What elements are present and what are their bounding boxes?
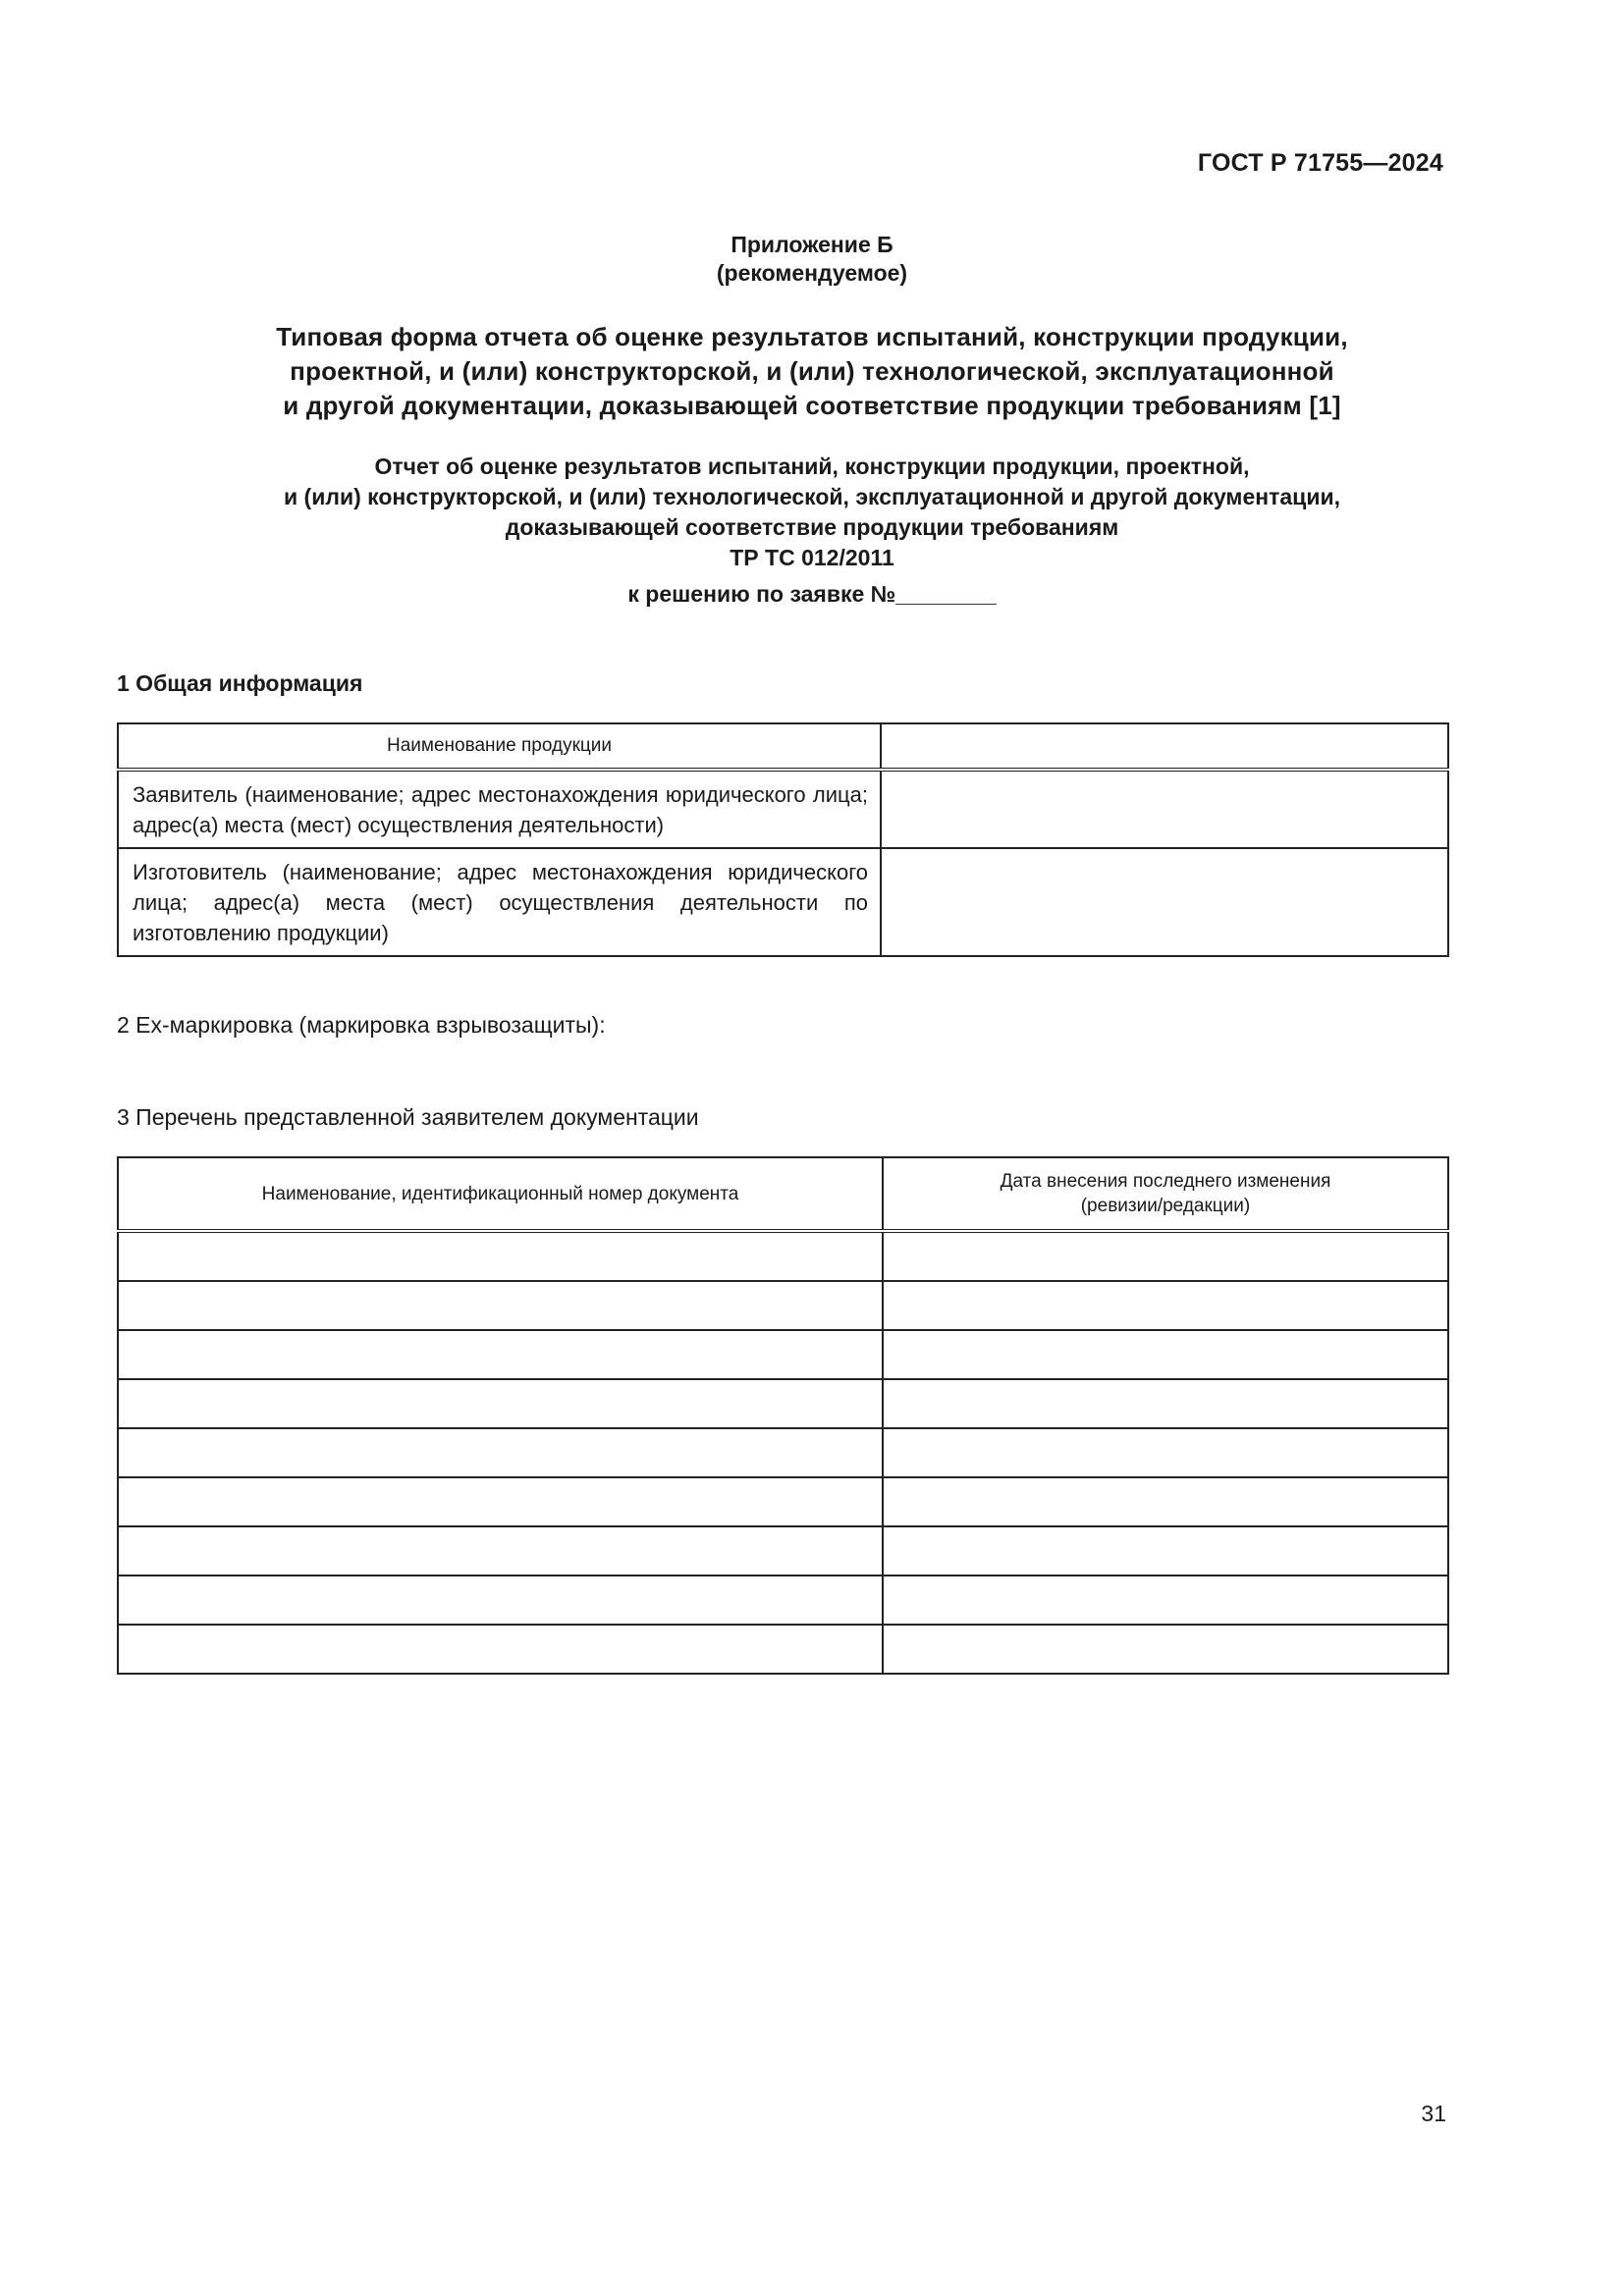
column-header-revision-date bbox=[883, 1157, 1448, 1231]
applicant-value[interactable] bbox=[881, 770, 1448, 848]
table-row bbox=[118, 1330, 1448, 1379]
annex-status: (рекомендуемое) bbox=[716, 260, 908, 286]
table-header-row bbox=[118, 1157, 1448, 1231]
product-name-label: Наименование продукции bbox=[118, 723, 881, 770]
report-title-line-4: ТР ТС 012/2011 bbox=[730, 545, 894, 570]
manufacturer-label: Изготовитель (наименование; адрес местонахождения юридического лица; адрес(а) места (мест) осуществления деятельности по изготовлению продукции) bbox=[118, 848, 881, 956]
table-row bbox=[118, 848, 1448, 956]
annex-heading bbox=[0, 231, 1624, 288]
form-title-line-2: проектной, и (или) конструкторской, и (или) технологической, эксплуатационной bbox=[290, 356, 1334, 386]
request-number-line: к решению по заявке №________ bbox=[627, 581, 997, 607]
form-title bbox=[0, 320, 1624, 423]
document-cell[interactable] bbox=[118, 1575, 883, 1625]
table-row bbox=[118, 1231, 1448, 1281]
section-3-heading: 3 Перечень представленной заявителем документации bbox=[117, 1104, 699, 1130]
revision-date-cell[interactable] bbox=[883, 1379, 1448, 1428]
revision-date-cell[interactable] bbox=[883, 1526, 1448, 1575]
table-row bbox=[118, 1281, 1448, 1330]
form-title-line-3: и другой документации, доказывающей соответствие продукции требованиям [1] bbox=[283, 391, 1341, 420]
document-cell[interactable] bbox=[118, 1625, 883, 1674]
revision-date-cell[interactable] bbox=[883, 1428, 1448, 1477]
document-cell[interactable] bbox=[118, 1379, 883, 1428]
applicant-label: Заявитель (наименование; адрес местонахождения юридического лица; адрес(а) места (мест) осуществления деятельности) bbox=[118, 770, 881, 848]
revision-date-cell[interactable] bbox=[883, 1477, 1448, 1526]
table-row bbox=[118, 770, 1448, 848]
general-info-table bbox=[117, 722, 1449, 957]
table-row bbox=[118, 1625, 1448, 1674]
document-cell[interactable] bbox=[118, 1428, 883, 1477]
section-1-heading: 1 Общая информация bbox=[117, 670, 363, 696]
form-title-line-1: Типовая форма отчета об оценке результатов испытаний, конструкции продукции, bbox=[276, 322, 1348, 351]
revision-date-cell[interactable] bbox=[883, 1625, 1448, 1674]
product-name-value[interactable] bbox=[881, 723, 1448, 770]
table-row bbox=[118, 723, 1448, 770]
document-cell[interactable] bbox=[118, 1281, 883, 1330]
column-header-document: Наименование, идентификационный номер документа bbox=[118, 1157, 883, 1231]
revision-date-cell[interactable] bbox=[883, 1330, 1448, 1379]
document-code: ГОСТ Р 71755—2024 bbox=[1197, 149, 1443, 177]
document-cell[interactable] bbox=[118, 1231, 883, 1281]
manufacturer-value[interactable] bbox=[881, 848, 1448, 956]
table-row bbox=[118, 1379, 1448, 1428]
revision-date-cell[interactable] bbox=[883, 1231, 1448, 1281]
page-number: 31 bbox=[1421, 2101, 1446, 2126]
revision-date-cell[interactable] bbox=[883, 1575, 1448, 1625]
document-cell[interactable] bbox=[118, 1330, 883, 1379]
documentation-table bbox=[117, 1156, 1449, 1675]
section-2-heading: 2 Ex-маркировка (маркировка взрывозащиты): bbox=[117, 1012, 606, 1038]
revision-date-cell[interactable] bbox=[883, 1281, 1448, 1330]
table-row bbox=[118, 1477, 1448, 1526]
document-cell[interactable] bbox=[118, 1526, 883, 1575]
annex-title: Приложение Б bbox=[731, 232, 893, 257]
report-title-line-1: Отчет об оценке результатов испытаний, конструкции продукции, проектной, bbox=[374, 454, 1250, 479]
table-row bbox=[118, 1575, 1448, 1625]
report-title-line-2: и (или) конструкторской, и (или) технологической, эксплуатационной и другой документации, bbox=[284, 484, 1340, 509]
report-title-line-3: доказывающей соответствие продукции требованиям bbox=[505, 514, 1119, 540]
document-cell[interactable] bbox=[118, 1477, 883, 1526]
revision-date-header-text: Дата внесения последнего изменения (ревизии/редакции) bbox=[1000, 1171, 1331, 1216]
table-row bbox=[118, 1526, 1448, 1575]
report-title bbox=[0, 452, 1624, 573]
table-row bbox=[118, 1428, 1448, 1477]
